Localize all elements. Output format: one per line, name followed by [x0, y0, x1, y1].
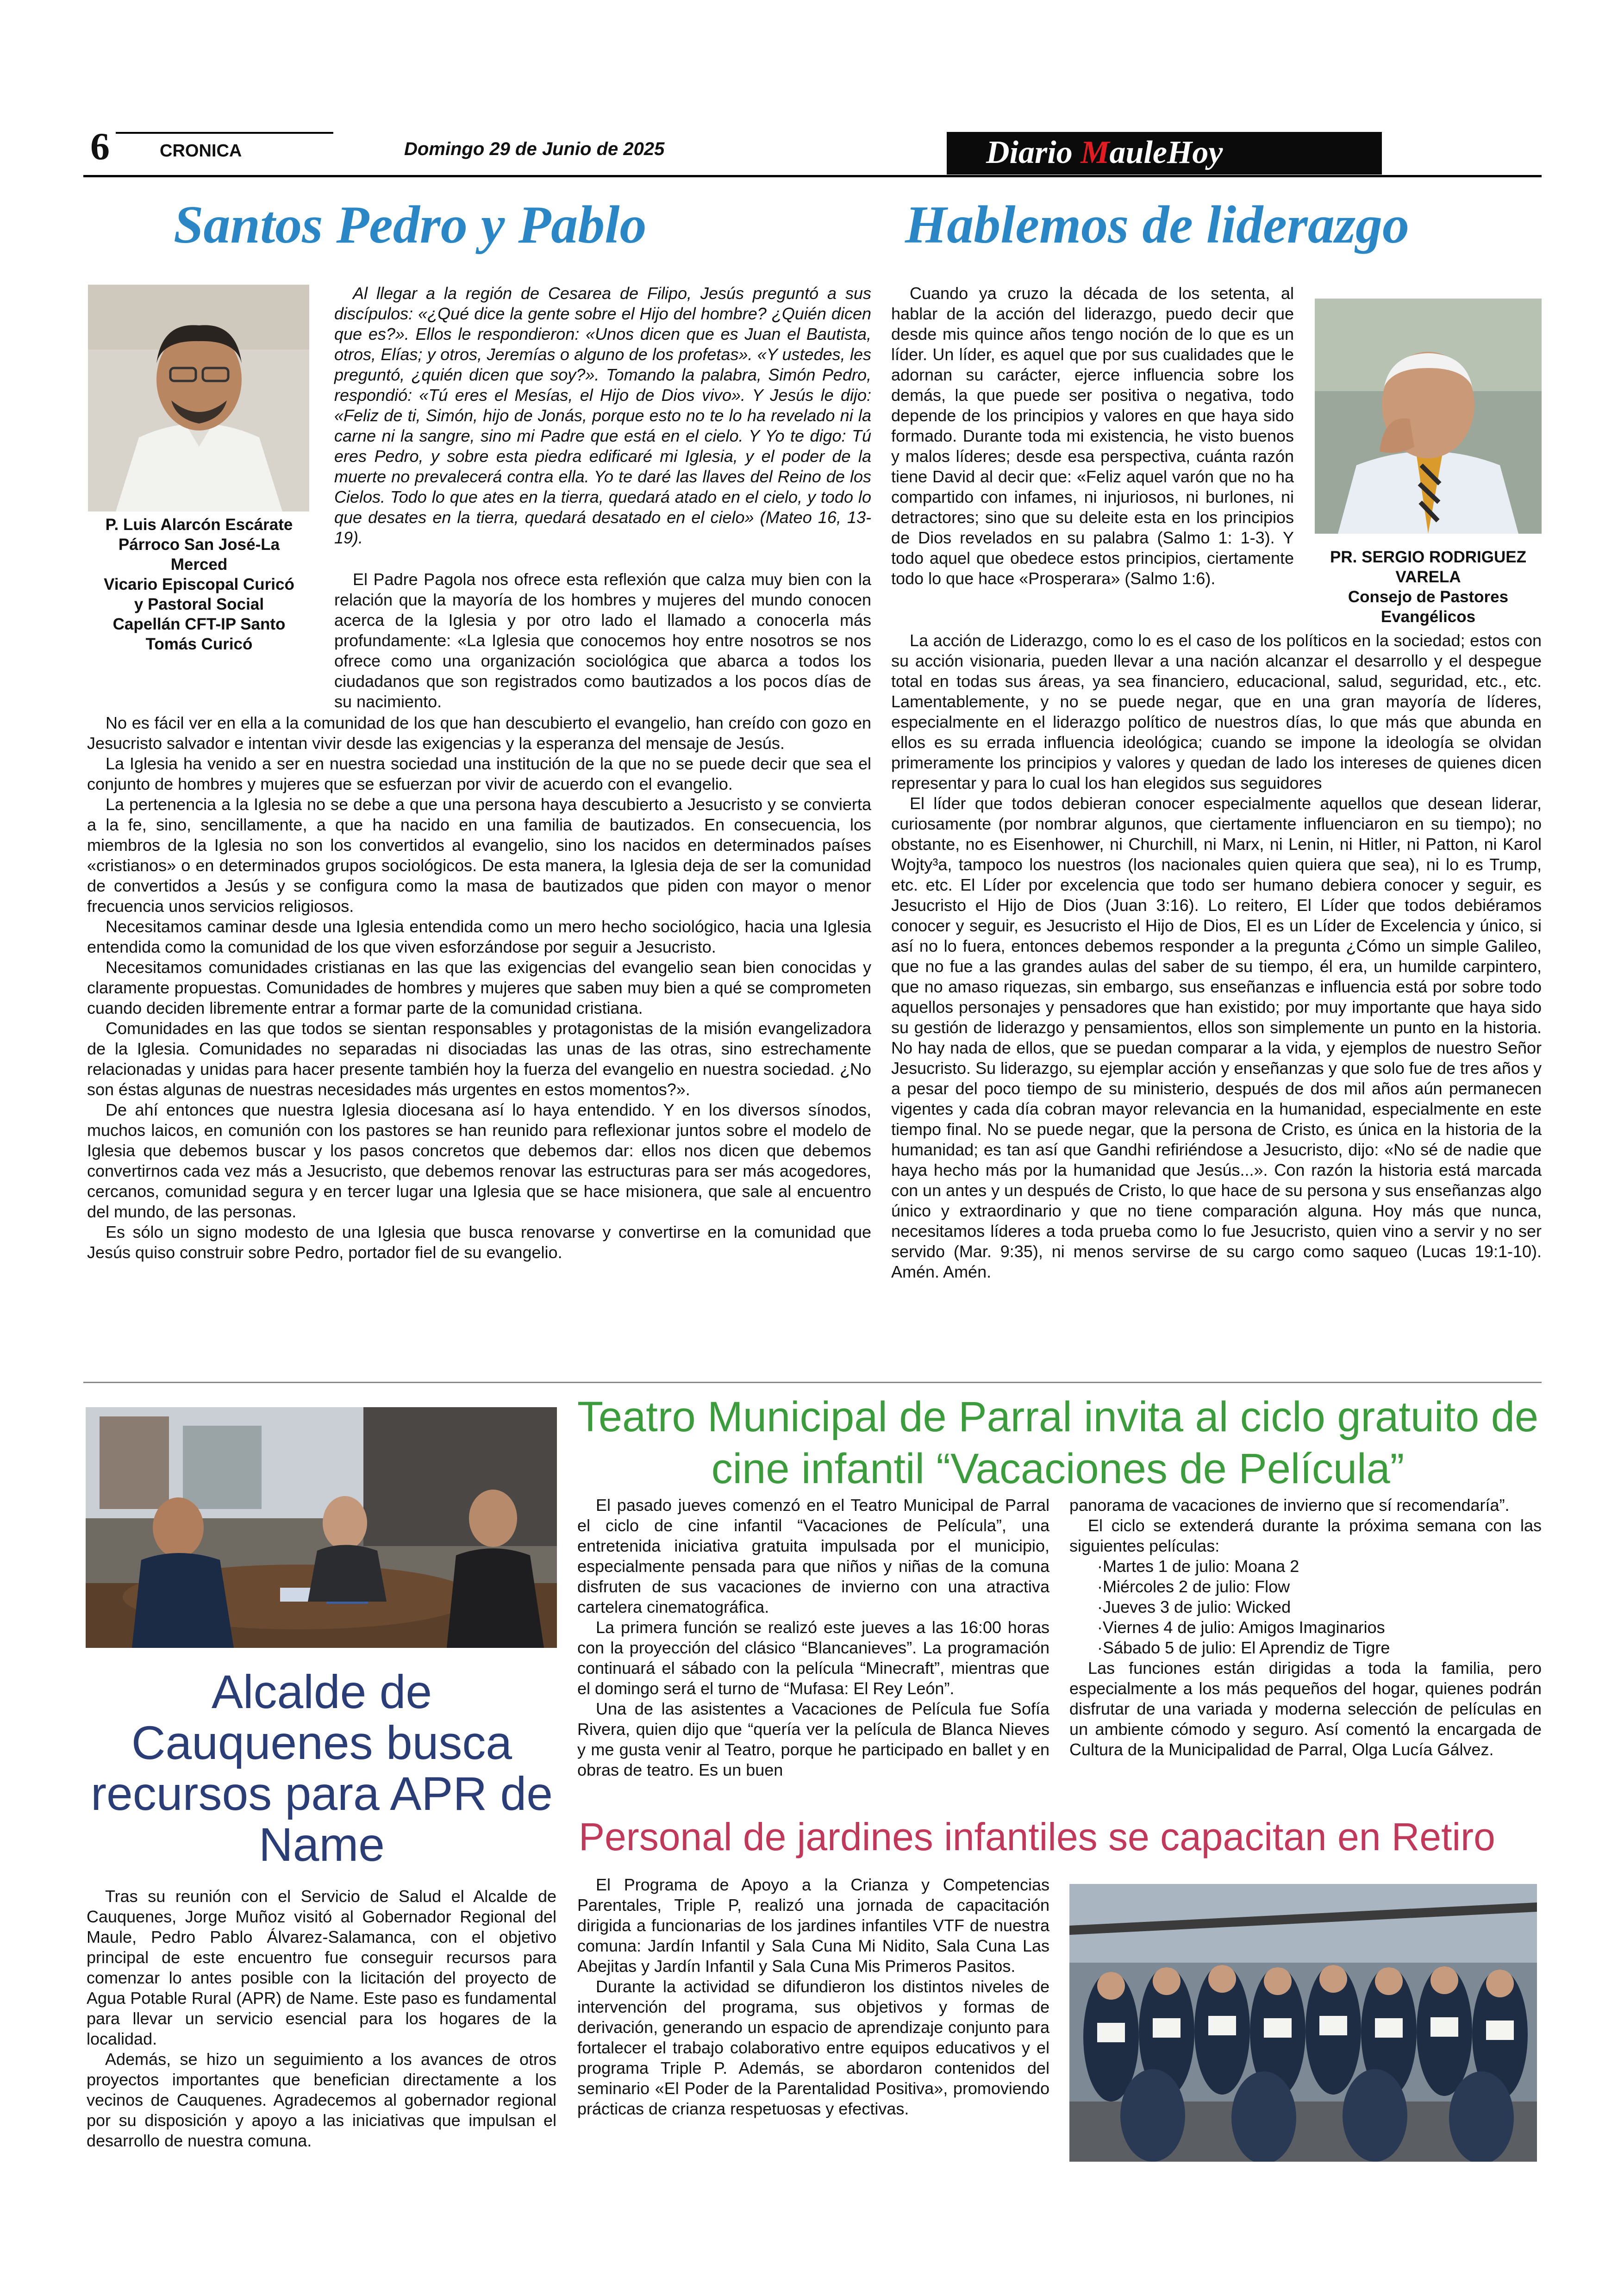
masthead-logo	[947, 132, 1382, 175]
author-caption-alarcon	[83, 515, 315, 654]
caption-line: VARELA	[1395, 568, 1461, 586]
article-photo-jardines	[1069, 1884, 1537, 2162]
paragraph: La acción de Liderazgo, como lo es el caso de los políticos en la sociedad; estos con su acción visionaria, pueden llevar a una nación alcanzar el desarrollo y el despegue total en todas sus áreas, ya sea financiero, educacional, salud, seguridad, etc., etc. Lamentablemente, y no se puede negar, que en una gran mayoría de líderes, especialmente en el liderazgo político de nuestros días, lo que más que abunda en ellos es su errada influencia ideológica; cuando se impone la ideología se olvidan primeramente los principios y valores y quedan de lado los intereses de quienes dicen representar y para lo cual los han elegidos sus seguidores	[891, 631, 1542, 792]
caption-line: Consejo de Pastores	[1348, 588, 1509, 606]
masthead-text-a: Diario	[986, 135, 1081, 170]
caption-line: Capellán CFT-IP Santo	[112, 615, 286, 633]
article-body-teatro-col1	[577, 1495, 1049, 1780]
paragraph: Necesitamos caminar desde una Iglesia entendida como un mero hecho sociológico, hacia una Iglesia entendida como la comunidad de los que viven esforzándose por seguir a Jesucristo.	[87, 917, 871, 956]
paragraph: El Padre Pagola nos ofrece esta reflexión que calza muy bien con la relación que la mayoría de los hombres y mujeres del mundo conocen acerca de la Iglesia y por otro lado el llamado a conocerla más profundamente: «La Iglesia que conocemos hoy entre nosotros se nos ofrece como una organización sociológica que abarca a todos los ciudadanos que son registrados como bautizados a los pocos días de su nacimiento.	[334, 570, 871, 711]
list-item: ·Viernes 4 de julio: Amigos Imaginarios	[1097, 1618, 1385, 1637]
paragraph: Además, se hizo un seguimiento a los avances de otros proyectos importantes que benefician directamente a los vecinos de Cauquenes. Agradecemos al gobernador regional por su disposición y apoyo a las iniciativas que impulsan el desarrollo de nuestra comuna.	[87, 2050, 556, 2150]
paragraph: Tras su reunión con el Servicio de Salud el Alcalde de Cauquenes, Jorge Muñoz visitó al Gobernador Regional del Maule, Pedro Pablo Álvarez-Salamanca, con el objetivo principal de este encuentro fue conseguir recursos para comenzar lo antes posible con la licitación del proyecto de Agua Potable Rural (APR) de Name. Este paso es fundamental para llevar un servicio esencial para los hogares de la localidad.	[87, 1887, 556, 2048]
article-body-alcalde	[87, 1886, 556, 2151]
paragraph: Una de las asistentes a Vacaciones de Película fue Sofía Rivera, quien dijo que “quería ver la película de Blanca Nieves y me gusta venir al Teatro, porque he participado en ballet y en obras de teatro. Es un buen	[577, 1699, 1049, 1779]
article-title-teatro: Teatro Municipal de Parral invita al ciclo gratuito de cine infantil “Vacaciones de Película”	[577, 1393, 1539, 1492]
caption-line: Párroco San José-La	[118, 536, 280, 554]
paragraph: La Iglesia ha venido a ser en nuestra sociedad una institución de la que no se puede decir que sea el conjunto de hombres y mujeres que se esfuerzan por vivir de acuerdo con el evangelio.	[87, 754, 871, 793]
section-label: CRONICA	[160, 141, 242, 161]
article-title-liderazgo: Hablemos de liderazgo	[905, 195, 1410, 255]
paragraph: El pasado jueves comenzó en el Teatro Municipal de Parral el ciclo de cine infantil “Vacaciones de Película”, una entretenida iniciativa gratuita impulsada por el municipio, especialmente pensada para que niños y niñas de la comuna disfruten de sus vacaciones de invierno con una atractiva cartelera cinematográfica.	[577, 1496, 1049, 1616]
article-title-jardines: Personal de jardines infantiles se capacitan en Retiro	[579, 1815, 1495, 1858]
paragraph: La primera función se realizó este jueves a las 16:00 horas con la proyección del clásico “Blancanieves”. La programación continuará el sábado con la película “Minecraft”, mientras que el domingo será el turno de “Mufasa: El Rey León”.	[577, 1618, 1049, 1698]
issue-date: Domingo 29 de Junio de 2025	[404, 139, 665, 159]
list-item: ·Sábado 5 de julio: El Aprendiz de Tigre	[1097, 1638, 1390, 1657]
caption-line: Merced	[170, 555, 228, 574]
article-body-santos-main	[87, 713, 871, 1263]
list-item: ·Martes 1 de julio: Moana 2	[1097, 1557, 1299, 1576]
masthead-text-c: auleHoy	[1109, 135, 1223, 170]
article-title-santos: Santos Pedro y Pablo	[174, 195, 647, 255]
paragraph: No es fácil ver en ella a la comunidad de los que han descubierto el evangelio, han creído con gozo en Jesucristo salvador e intentan vivir desde las exigencias y la esperanza del mensaje de Jesús.	[87, 713, 871, 753]
article-body-jardines	[577, 1875, 1049, 2119]
paragraph: El líder que todos debieran conocer especialmente aquellos que desean liderar, curiosamente (por nombrar algunos, que ciertamente influenciaron en su tiempo); no obstante, no es Eisenhower, ni Churchill, ni Marx, ni Lenin, ni Hitler, ni Patton, ni Karol Wojty³a, tampoco los nuestros (los nacionales quien quiera que sea), ni lo es Trump, etc. etc. El Líder por excelencia que todo ser humano debiera conocer y seguir, es Jesucristo el Hijo de Dios (Juan 3:16). Lo reitero, El Líder que todos debiéramos conocer y seguir, es Jesucristo el Hijo de Dios, El es un Líder de Excelencia y único, si así no lo fuera, entonces debemos responder a la pregunta ¿Cómo un simple Galileo, que no fue a las grandes aulas del saber de su tiempo, él era, un humilde carpintero, que no amaso riquezas, sin embargo, sus enseñanzas e influencia está por sobre todo aquellos personajes y pensadores que han existido; por muy importante que haya sido su gestión de liderazgo y pensamientos, ellos son simplemente un punto en la historia. No hay nada de ellos, que se puedan comparar a la vida, y ejemplos de nuestro Señor Jesucristo. Su liderazgo, su ejemplar acción y enseñanzas y que solo fue de tres años y a pesar del poco tiempo de su ministerio, después de dos mil años aún permanecen vigentes y cada día cobran mayor relevancia en la humanidad, especialmente en este tiempo final. No se puede negar, que la persona de Cristo, es única en la historia de la humanidad; es tan así que Gandhi refiriéndose a Jesucristo, dijo: «No sé de nadie que haya hecho más por la humanidad que Jesús...». Con razón la historia está marcada con un antes y un después de Cristo, lo que hace de su persona y sus enseñanzas algo único y extraordinario y que no tiene comparación alguna. Hoy más que nunca, necesitamos líderes a toda prueba como lo fue Jesucristo, quien vino a servir y no ser servido (Mar. 9:35), ni menos servirse de su cargo como saqueo (Lucas 19:1-10). Amén. Amén.	[891, 794, 1542, 1281]
article-body-teatro-col2	[1069, 1495, 1542, 1760]
author-photo-alarcon	[88, 285, 309, 511]
article-body-santos-top	[334, 283, 871, 548]
header-left-rule	[116, 132, 333, 134]
article-title-alcalde: Alcalde de Cauquenes busca recursos para APR de Name	[91, 1665, 553, 1871]
header-rule	[83, 175, 1542, 177]
caption-line: Vicario Episcopal Curicó	[104, 575, 294, 593]
caption-line: P. Luis Alarcón Escárate	[105, 516, 293, 534]
section-divider	[83, 1382, 1542, 1383]
paragraph: Las funciones están dirigidas a toda la familia, pero especialmente a los más pequeños del hogar, quienes podrán disfrutar de una variada y moderna selección de películas en un ambiente cómodo y seguro. Así comentó la encargada de Cultura de la Municipalidad de Parral, Olga Lucía Gálvez.	[1069, 1659, 1542, 1759]
author-photo-rodriguez	[1315, 299, 1542, 534]
caption-line: y Pastoral Social	[134, 595, 264, 613]
paragraph: El ciclo se extenderá durante la próxima semana con las siguientes películas:	[1069, 1516, 1542, 1555]
paragraph: El Programa de Apoyo a la Crianza y Competencias Parentales, Triple P, realizó una jornada de capacitación dirigida a funcionarias de los jardines infantiles VTF de nuestra comuna: Jardín Infantil y Sala Cuna Mi Nidito, Sala Cuna Las Abejitas y Jardín Infantil y Sala Cuna Mis Primeros Pasitos.	[577, 1875, 1049, 1976]
masthead-text-accent: M	[1081, 135, 1110, 170]
paragraph: Es sólo un signo modesto de una Iglesia que busca renovarse y convertirse en la comunidad que Jesús quiso construir sobre Pedro, portador fiel de su evangelio.	[87, 1222, 871, 1262]
article-body-liderazgo-top	[891, 283, 1294, 589]
paragraph: Comunidades en las que todos se sientan responsables y protagonistas de la misión evangelizadora de la Iglesia. Comunidades no separadas ni disociadas las unas de las otras, sino estrechamente relacionadas y unidas para hacer presente también hoy la fuerza del evangelio en nuestra sociedad. ¿No son éstas algunas de nuestras necesidades más urgentes en estos momentos?».	[87, 1019, 871, 1099]
paragraph: Cuando ya cruzo la década de los setenta, al hablar de la acción del liderazgo, puedo decir que desde mis quince años tengo noción de lo que es un líder. Un líder, es aquel que por sus cualidades que le adornan su carácter, ejerce influencia sobre los demás, la que puede ser positiva o negativa, todo depende de los principios y valores en que haya sido formado. Durante toda mi existencia, he visto buenos y malos líderes; desde esa perspectiva, cuánta razón tiene David al decir que: «Feliz aquel varón que no ha compartido con infames, ni injuriosos, ni burlones, ni detractores; sino que su deleite esta en los principios de Dios revelados en su palabra (Salmo 1: 1-3). Y todo aquel que obedece estos principios, ciertamente todo lo que hace «Prosperara» (Salmo 1:6).	[891, 284, 1294, 588]
list-item: ·Jueves 3 de julio: Wicked	[1097, 1597, 1291, 1616]
paragraph: Durante la actividad se difundieron los distintos niveles de intervención del programa, sus objetivos y formas de derivación, generando un espacio de aprendizaje conjunto para fortalecer el trabajo colaborativo entre equipos educativos y el programa Triple P. Además, se abordaron contenidos del seminario «El Poder de la Parentalidad Positiva», promoviendo prácticas de crianza respetuosas y efectivas.	[577, 1977, 1049, 2118]
caption-line: Tomás Curicó	[145, 635, 253, 653]
article-body-liderazgo-main	[891, 630, 1542, 1282]
author-caption-rodriguez	[1310, 547, 1546, 627]
paragraph: Al llegar a la región de Cesarea de Filipo, Jesús preguntó a sus discípulos: «¿Qué dice la gente sobre el Hijo del hombre? ¿Quién dicen que es?». Ellos le respondieron: «Unos dicen que es Juan el Bautista, otros, Elías; y otros, Jeremías o alguno de los profetas». «Y ustedes, les preguntó, ¿quién dicen que soy?». Tomando la palabra, Simón Pedro, respondió: «Tú eres el Mesías, el Hijo de Dios vivo». Y Jesús le dijo: «Feliz de ti, Simón, hijo de Jonás, porque esto no te lo ha revelado ni la carne ni la sangre, sino mi Padre que está en el cielo. Y Yo te digo: Tú eres Pedro, y sobre esta piedra edificaré mi Iglesia, y el poder de la muerte no prevalecerá contra ella. Yo te daré las llaves del Reino de los Cielos. Todo lo que ates en la tierra, quedará atado en el cielo, y todo lo que desates en la tierra, quedará desatado en el cielo» (Mateo 16, 13-19).	[334, 284, 871, 547]
paragraph: Necesitamos comunidades cristianas en las que las exigencias del evangelio sean bien conocidas y claramente propuestas. Comunidades de hombres y mujeres que saben muy bien a qué se comprometen cuando deciden libremente entrar a formar parte de la comunidad cristiana.	[87, 958, 871, 1017]
list-item: ·Miércoles 2 de julio: Flow	[1097, 1577, 1290, 1596]
movie-schedule-list	[1069, 1556, 1542, 1658]
article-body-santos-intro	[334, 569, 871, 712]
page-number: 6	[90, 125, 110, 168]
paragraph: La pertenencia a la Iglesia no se debe a que una persona haya descubierto a Jesucristo y se convierta a la fe, sino, sencillamente, a que ha nacido en una familia de bautizados. En consecuencia, los miembros de la Iglesia no son los convertidos al evangelio, sino los nacidos en determinados países «cristianos» o en determinados grupos sociológicos. De esta manera, la Iglesia deja de ser la comunidad de convertidos a Jesús y se configura como la masa de bautizados que piden con mayor o menor frecuencia unos servicios religiosos.	[87, 795, 871, 916]
caption-line: Evangélicos	[1380, 608, 1476, 626]
paragraph: panorama de vacaciones de invierno que sí recomendaría”.	[1069, 1496, 1510, 1515]
caption-line: PR. SERGIO RODRIGUEZ	[1330, 548, 1526, 566]
article-photo-alcalde	[86, 1407, 557, 1648]
paragraph: De ahí entonces que nuestra Iglesia diocesana así lo haya entendido. Y en los diversos sínodos, muchos laicos, en comunión con los pastores se han reunido para reflexionar juntos sobre el modelo de Iglesia que debemos buscar y los pasos concretos que debemos dar: ellos nos dicen que debemos convertirnos cada vez más a Jesucristo, que debemos renovar las estructuras para ser más acogedores, cercanos, comunidad segura y en tercer lugar una Iglesia que se hace misionera, que sale al encuentro del mundo, de las personas.	[87, 1100, 871, 1221]
